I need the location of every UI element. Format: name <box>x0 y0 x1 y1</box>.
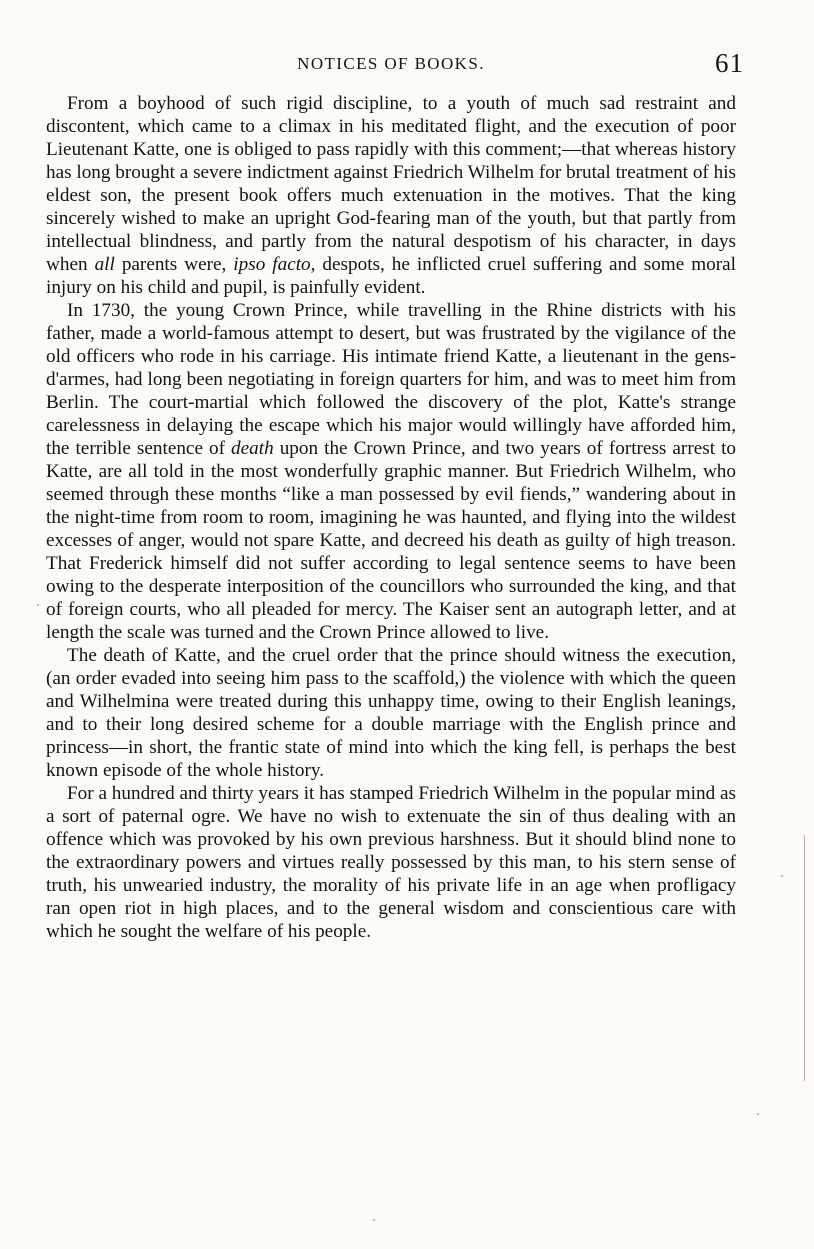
print-speck <box>37 604 39 606</box>
paragraph <box>46 644 736 782</box>
page-number: 61 <box>715 48 744 78</box>
print-speck <box>757 1113 759 1115</box>
page-edge-rule <box>804 835 805 1081</box>
text-segment: The death of Katte, and the cruel order that the prince should witness the execution, (an order evaded into seeing him pass to the scaffold,) the violence with which the queen and Wilhelmina were treated during this unhappy time, owing to their English leanings, and to their long desired scheme for a double marriage with the English prince and princess—in short, the frantic state of mind into which the king fell, is perhaps the best known episode of the whole history. <box>46 645 736 781</box>
paragraph <box>46 782 736 943</box>
text-segment: In 1730, the young Crown Prince, while travelling in the Rhine districts with his father, made a world-famous attempt to desert, but was frustrated by the vigilance of the old officers who rode in his carriage. His intimate friend Katte, a lieutenant in the gens-d'armes, had long been negotiating in foreign quarters for him, and was to meet him from Berlin. The court-martial which followed the discovery of the plot, Katte's strange carelessness in delaying the escape which his major would willingly have afforded him, the terrible sentence of <box>46 300 736 459</box>
paragraph <box>46 299 736 644</box>
body-text <box>46 92 736 943</box>
italic-emphasis: all <box>94 254 115 275</box>
italic-emphasis: ipso facto <box>233 254 311 275</box>
text-segment: parents were, <box>114 254 234 275</box>
running-head <box>46 44 744 82</box>
italic-emphasis: death <box>231 438 274 459</box>
text-segment: upon the Crown Prince, and two years of fortress arrest to Katte, are all told in the most wonderfully graphic manner. But Friedrich Wilhelm, who seemed through these months “like a man possessed by evil fiends,” wandering about in the night-time from room to room, imagining he was haunted, and flying into the wildest excesses of anger, would not spare Katte, and decreed his death as guilty of high treason. That Frederick himself did not suffer according to legal sentence seems to have been owing to the desperate interposition of the councillors who surrounded the king, and that of foreign courts, who all pleaded for mercy. The Kaiser sent an autograph letter, and at length the scale was turned and the Crown Prince allowed to live. <box>46 438 736 643</box>
running-title: NOTICES OF BOOKS. <box>297 54 485 73</box>
text-segment: , despots, he inflicted cruel suffering and some moral injury on his child and pupil, is painfully evident. <box>46 254 736 298</box>
print-speck <box>781 875 783 877</box>
print-speck <box>373 1219 375 1221</box>
text-segment: From a boyhood of such rigid discipline, to a youth of much sad restraint and discontent, which came to a climax in his meditated flight, and the execution of poor Lieutenant Katte, one is obliged to pass rapidly with this comment;—that whereas history has long brought a severe indictment against Friedrich Wilhelm for brutal treatment of his eldest son, the present book offers much extenuation in the motives. That the king sincerely wished to make an upright God-fearing man of the youth, but that partly from intellectual blindness, and partly from the natural despotism of his character, in days when <box>46 93 736 275</box>
paragraph <box>46 92 736 299</box>
text-segment: For a hundred and thirty years it has stamped Friedrich Wilhelm in the popular mind as a sort of paternal ogre. We have no wish to extenuate the sin of thus dealing with an offence which was provoked by his own previous harshness. But it should blind none to the extraordinary powers and virtues really possessed by this man, to his stern sense of truth, his unwearied industry, the morality of his private life in an age when profligacy ran open riot in high places, and to the general wisdom and conscientious care with which he sought the welfare of his people. <box>46 783 736 942</box>
